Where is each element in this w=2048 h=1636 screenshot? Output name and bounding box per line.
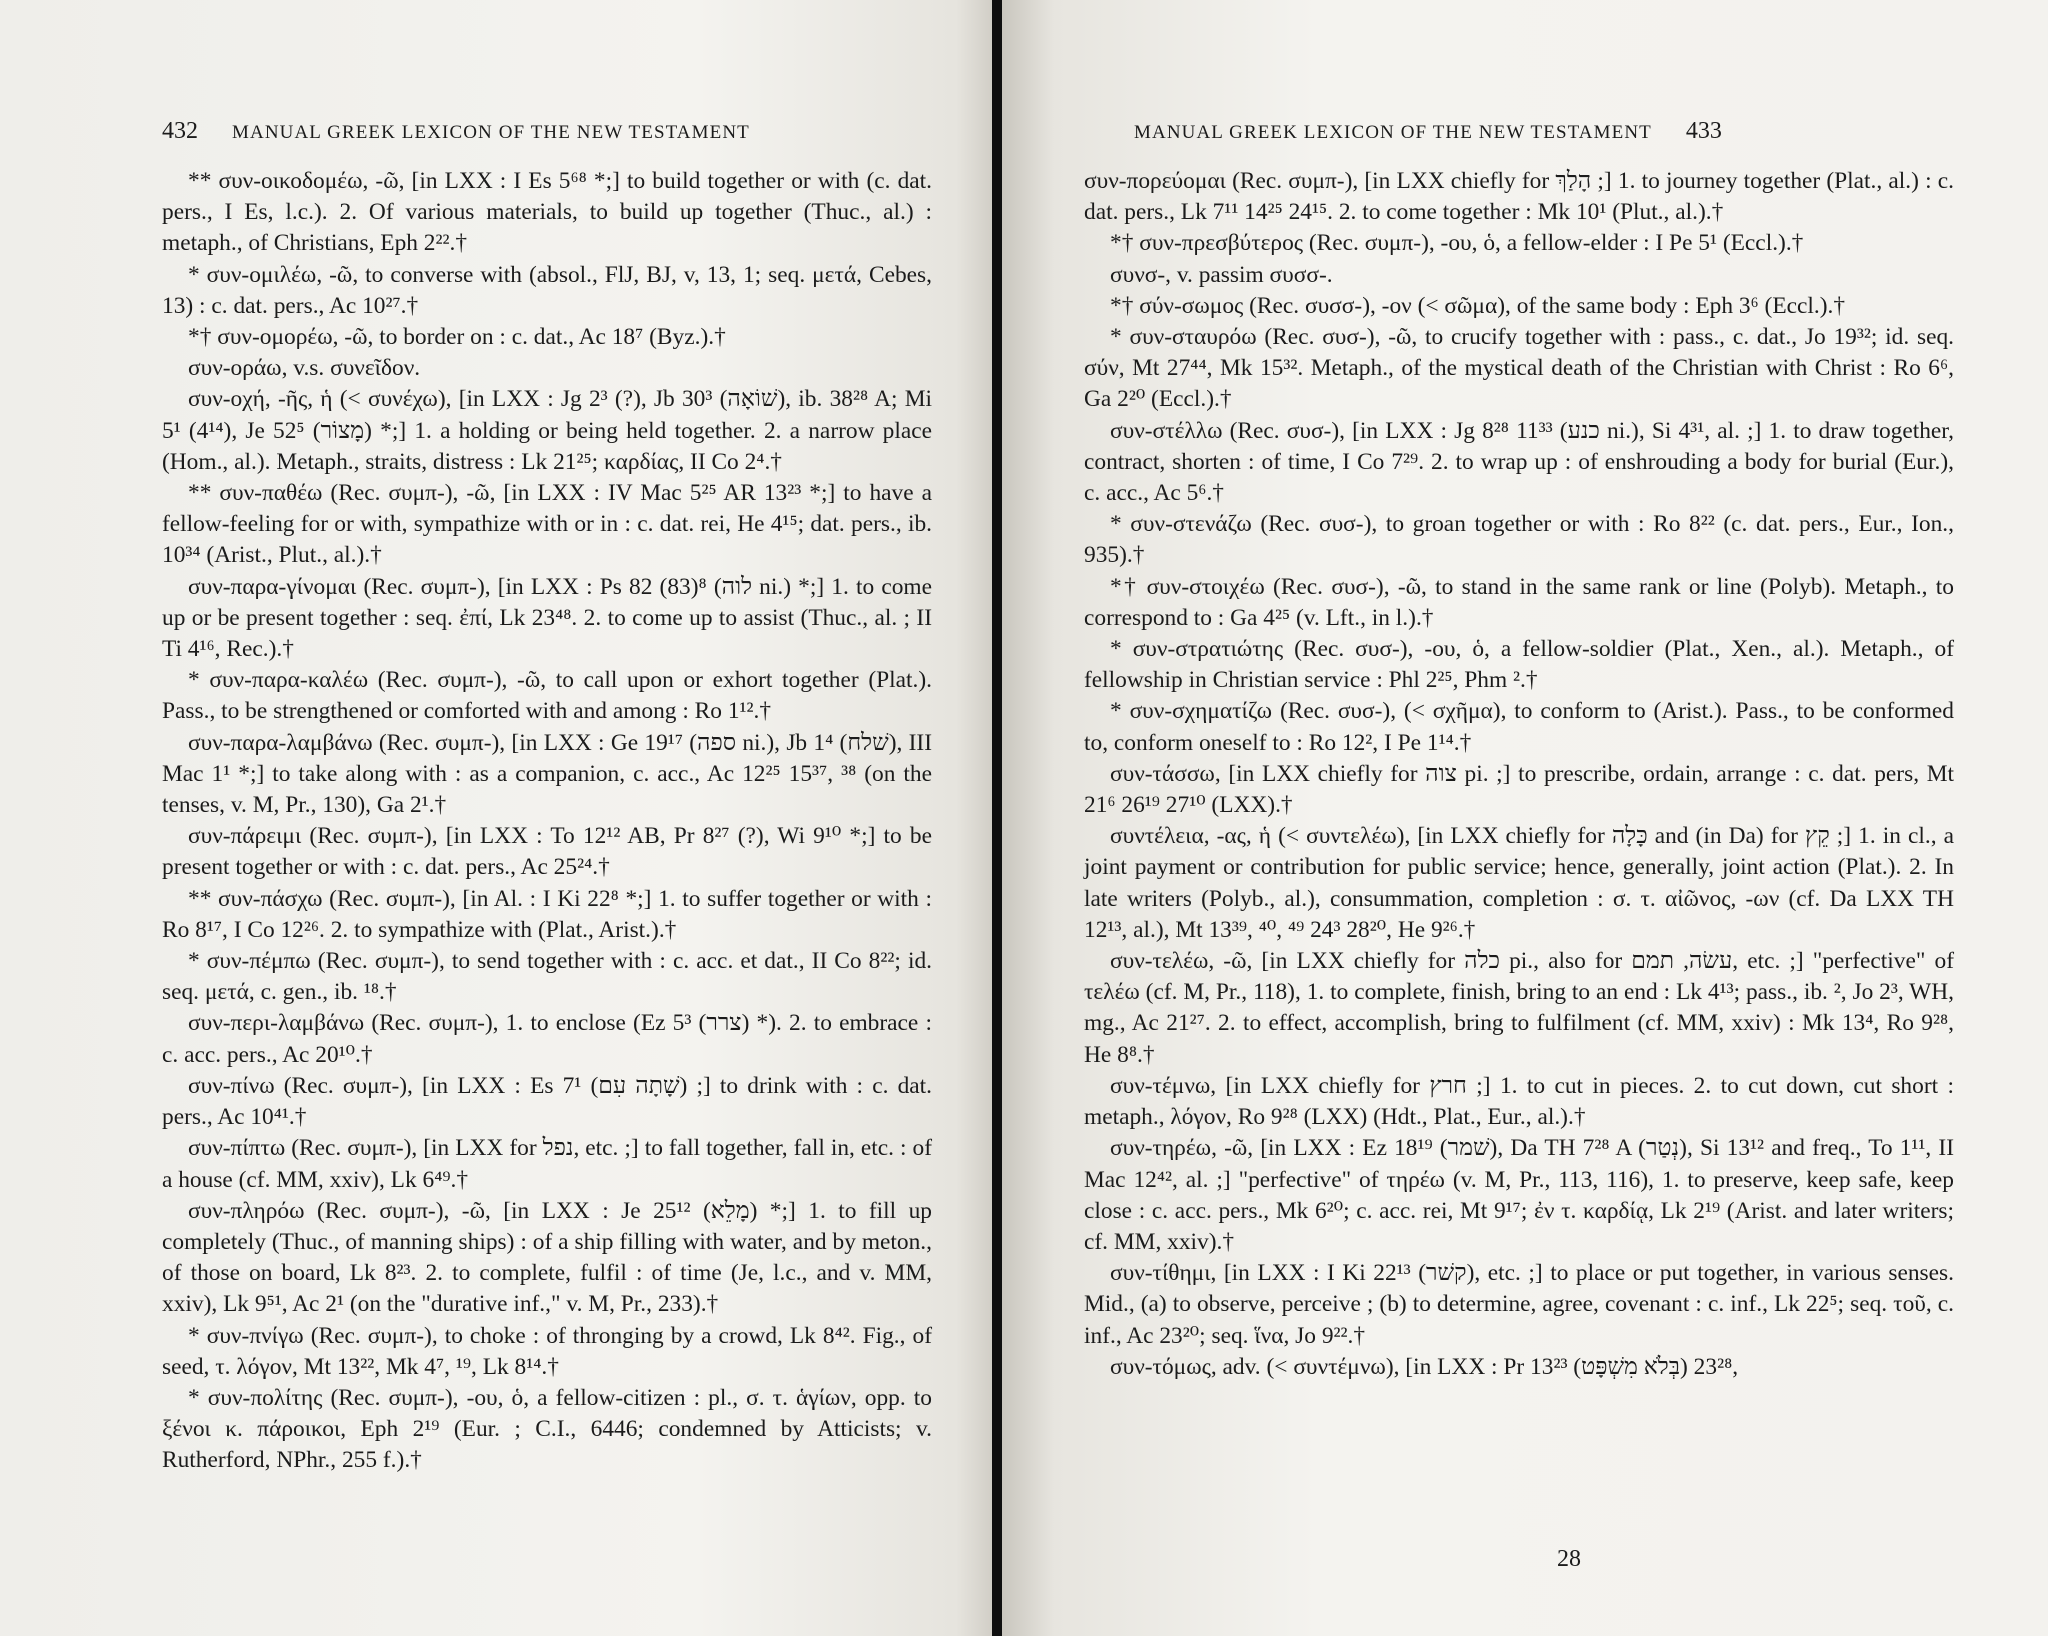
dictionary-entry: συν-πίπτω (Rec. συμπ-), [in LXX for נפל, etc. ;] to fall together, fall in, etc. : of a house (cf. MM, xxiv), Lk 6⁴⁹.† xyxy=(162,1135,932,1193)
right-running-head xyxy=(1134,118,1722,145)
signature-folio: 28 xyxy=(1557,1546,1581,1572)
dictionary-entry: συν-πίνω (Rec. συμπ-), [in LXX : Es 7¹ (שָׁתָה עִם) ;] to drink with : c. dat. pers., Ac 10⁴¹.† xyxy=(162,1072,932,1131)
dictionary-entry: συντέλεια, -ας, ἡ (< συντελέω), [in LXX chiefly for כָּלָה and (in Da) for קֵץ ;] 1. in cl., a joint payment or contribution for public service; hence, generally, joint action (Plat.). 2. In late writers (Polyb., al.), consummation, completion : σ. τ. αἰῶνος, -ων (cf. Da LXX TH 12¹³, al.), Mt 13³⁹, ⁴⁰, ⁴⁹ 24³ 28²⁰, He 9²⁶.† xyxy=(1084,823,1954,943)
dictionary-entry: συνσ-, v. passim συσσ-. xyxy=(1110,261,1333,288)
dictionary-entry: ** συν-πάσχω (Rec. συμπ-), [in Al. : I Ki 22⁸ *;] 1. to suffer together or with : Ro 8¹⁷, I Co 12²⁶. 2. to sympathize with (Plat., Arist.).† xyxy=(162,885,932,943)
dictionary-entry: συν-τελέω, -ῶ, [in LXX chiefly for כלה pi., also for עשׂה, תמם, etc. ;] "perfective" of τελέω (cf. M, Pr., 118), 1. to complete, finish, bring to an end : Lk 4¹³; pass., ib. ², Jo 2³, WH, mg., Ac 21²⁷. 2. to effect, accomplish, bring to fulfilment (cf. MM, xxiv) : Mk 13⁴, Ro 9²⁸, He 8⁸.† xyxy=(1084,948,1954,1068)
dictionary-entry: ** συν-οικοδομέω, -ῶ, [in LXX : I Es 5⁶⁸ *;] to build together or with (c. dat. pers., I Es, l.c.). 2. Of various materials, to build up together (Thuc., al.) : metaph., of Christians, Eph 2²².† xyxy=(162,168,932,257)
right-page xyxy=(1002,0,2048,1636)
dictionary-entry: *† συν-στοιχέω (Rec. συσ-), -ῶ, to stand in the same rank or line (Polyb). Metaph., to correspond to : Ga 4²⁵ (v. Lft., in l.).† xyxy=(1084,573,1954,631)
dictionary-entry: συν-πληρόω (Rec. συμπ-), -ῶ, [in LXX : Je 25¹² (מָלֵא) *;] 1. to fill up completely (Thuc., of manning ships) : of a ship filling with water, and by meton., of those on board, Lk 8²³. 2. to complete, fulfil : of time (Je, l.c., and v. MM, xxiv), Lk 9⁵¹, Ac 2¹ (on the "durative inf.," v. M, Pr., 233).† xyxy=(162,1197,933,1318)
dictionary-entry: * συν-πολίτης (Rec. συμπ-), -ου, ὁ, a fellow-citizen : pl., σ. τ. ἁγίων, opp. to ξένοι κ. πάροικοι, Eph 2¹⁹ (Eur. ; C.I., 6446; condemned by Atticists; v. Rutherford, NPhr., 255 f.).† xyxy=(162,1384,932,1474)
left-running-head xyxy=(162,118,750,145)
dictionary-entry: συν-παρα-λαμβάνω (Rec. συμπ-), [in LXX : Ge 19¹⁷ (ספה ni.), Jb 1⁴ (שׁלח), III Mac 1¹ *;] to take along with : as a companion, c. acc., Ac 12²⁵ 15³⁷, ³⁸ (on the tenses, v. M, Pr., 130), Ga 2¹.† xyxy=(162,729,932,819)
dictionary-entry: συν-τίθημι, [in LXX : I Ki 22¹³ (קשׁר), etc. ;] to place or put together, in various senses. Mid., (a) to observe, perceive ; (b) to determine, agree, covenant : c. inf., Lk 22⁵; seq. τοῦ, c. inf., Ac 23²⁰; seq. ἵνα, Jo 9²².† xyxy=(1084,1260,1954,1349)
dictionary-entry: συν-τόμως, adv. (< συντέμνω), [in LXX : Pr 13²³ (בְּלֹא מִשְׁפָּט) 23²⁸, xyxy=(1110,1353,1739,1380)
dictionary-entry: * συν-στρατιώτης (Rec. συσ-), -ου, ὁ, a fellow-soldier (Plat., Xen., al.). Metaph., of fellowship in Christian service : Phl 2²⁵, Phm ².† xyxy=(1084,636,1954,694)
dictionary-entry: * συν-στενάζω (Rec. συσ-), to groan together or with : Ro 8²² (c. dat. pers., Eur., Ion., 935).† xyxy=(1084,511,1954,569)
dictionary-entry: * συν-ομιλέω, -ῶ, to converse with (absol., FlJ, BJ, v, 13, 1; seq. μετά, Cebes, 13) : c. dat. pers., Ac 10²⁷.† xyxy=(162,261,932,319)
dictionary-entry: συν-περι-λαμβάνω (Rec. συμπ-), 1. to enclose (Ez 5³ (צרר) *). 2. to embrace : c. acc. pers., Ac 20¹⁰.† xyxy=(162,1010,932,1068)
left-column xyxy=(162,166,932,1477)
dictionary-entry: συν-στέλλω (Rec. συσ-), [in LXX : Jg 8²⁸ 11³³ (כנע ni.), Si 4³¹, al. ;] 1. to draw together, contract, shorten : of time, I Co 7²⁹. 2. to wrap up : of enshrouding a body for burial (Eur.), c. acc., Ac 5⁶.† xyxy=(1084,417,1954,507)
right-running-head-title: MANUAL GREEK LEXICON OF THE NEW TESTAMENT xyxy=(1134,122,1652,143)
right-column xyxy=(1084,166,1954,1383)
left-page xyxy=(0,0,996,1636)
dictionary-entry: συν-τάσσω, [in LXX chiefly for צוה pi. ;] to prescribe, ordain, arrange : c. dat. pers, Mt 21⁶ 26¹⁹ 27¹⁰ (LXX).† xyxy=(1084,760,1954,819)
left-page-number: 432 xyxy=(162,118,198,144)
dictionary-entry: * συν-παρα-καλέω (Rec. συμπ-), -ῶ, to call upon or exhort together (Plat.). Pass., to be strengthened or comforted with and among : Ro 1¹².† xyxy=(162,667,932,725)
dictionary-entry: συν-πορεύομαι (Rec. συμπ-), [in LXX chiefly for הָלַךְ ;] 1. to journey together (Plat., al.) : c. dat. pers., Lk 7¹¹ 14²⁵ 24¹⁵. 2. to come together : Mk 10¹ (Plut., al.).† xyxy=(1084,168,1955,226)
dictionary-entry: * συν-πνίγω (Rec. συμπ-), to choke : of thronging by a crowd, Lk 8⁴². Fig., of seed, τ. λόγον, Mt 13²², Mk 4⁷, ¹⁹, Lk 8¹⁴.† xyxy=(162,1322,932,1380)
dictionary-entry: * συν-σταυρόω (Rec. συσ-), -ῶ, to crucify together with : pass., c. dat., Jo 19³²; id. seq. σύν, Mt 27⁴⁴, Mk 15³². Metaph., of the mystical death of the Christian with Christ : Ro 6⁶, Ga 2²⁰ (Eccl.).† xyxy=(1084,324,1954,413)
dictionary-entry: *† συν-ομορέω, -ῶ, to border on : c. dat., Ac 18⁷ (Byz.).† xyxy=(188,324,726,351)
dictionary-entry: * συν-σχηματίζω (Rec. συσ-), (< σχῆμα), to conform to (Arist.). Pass., to be conformed to, conform oneself to : Ro 12², I Pe 1¹⁴.† xyxy=(1084,698,1954,756)
right-page-number: 433 xyxy=(1685,118,1722,144)
dictionary-entry: συν-οχή, -ῆς, ἡ (< συνέχω), [in LXX : Jg 2³ (?), Jb 30³ (שׁוֹאָה), ib. 38²⁸ A; Mi 5¹ (4¹⁴), Je 52⁵ (מָצוֹר) *;] 1. a holding or being held together. 2. a narrow place (Hom., al.). Metaph., straits, distress : Lk 21²⁵; καρδίας, II Co 2⁴.† xyxy=(162,386,933,475)
dictionary-entry: συν-τηρέω, -ῶ, [in LXX : Ez 18¹⁹ (שׁמר), Da TH 7²⁸ A (נְטַר), Si 13¹² and freq., To 1¹¹, II Mac 12⁴², al. ;] "perfective" of τηρέω (v. M, Pr., 113, 116), 1. to preserve, keep safe, keep close : c. acc. pers., Mk 6²⁰; c. acc. rei, Mt 9¹⁷; ἐν τ. καρδίᾳ, Lk 2¹⁹ (Arist. and later writers; cf. MM, xxiv).† xyxy=(1084,1135,1954,1255)
dictionary-entry: *† συν-πρεσβύτερος (Rec. συμπ-), -ου, ὁ, a fellow-elder : I Pe 5¹ (Eccl.).† xyxy=(1110,230,1804,257)
dictionary-entry: συν-παρα-γίνομαι (Rec. συμπ-), [in LXX : Ps 82 (83)⁸ (לוה ni.) *;] 1. to come up or be present together : seq. ἐπί, Lk 23⁴⁸. 2. to come up to assist (Thuc., al. ; II Ti 4¹⁶, Rec.).† xyxy=(162,573,932,663)
dictionary-entry: ** συν-παθέω (Rec. συμπ-), -ῶ, [in LXX : IV Mac 5²⁵ AR 13²³ *;] to have a fellow-feeling for or with, sympathize with or in : c. dat. rei, He 4¹⁵; dat. pers., ib. 10³⁴ (Arist., Plut., al.).† xyxy=(162,480,932,569)
dictionary-entry: συν-πάρειμι (Rec. συμπ-), [in LXX : To 12¹² AB, Pr 8²⁷ (?), Wi 9¹⁰ *;] to be present together or with : c. dat. pers., Ac 25²⁴.† xyxy=(162,823,932,881)
dictionary-entry: *† σύν-σωμος (Rec. συσσ-), -ον (< σῶμα), of the same body : Eph 3⁶ (Eccl.).† xyxy=(1110,292,1846,319)
dictionary-entry: συν-οράω, v.s. συνεῖδον. xyxy=(188,355,421,382)
dictionary-entry: συν-τέμνω, [in LXX chiefly for חרץ ;] 1. to cut in pieces. 2. to cut down, cut short : metaph., λόγον, Ro 9²⁸ (LXX) (Hdt., Plat., Eur., al.).† xyxy=(1084,1072,1954,1131)
left-running-head-title: MANUAL GREEK LEXICON OF THE NEW TESTAMENT xyxy=(232,122,750,143)
dictionary-entry: * συν-πέμπω (Rec. συμπ-), to send together with : c. acc. et dat., II Co 8²²; id. seq. μετά, c. gen., ib. ¹⁸.† xyxy=(162,948,932,1006)
